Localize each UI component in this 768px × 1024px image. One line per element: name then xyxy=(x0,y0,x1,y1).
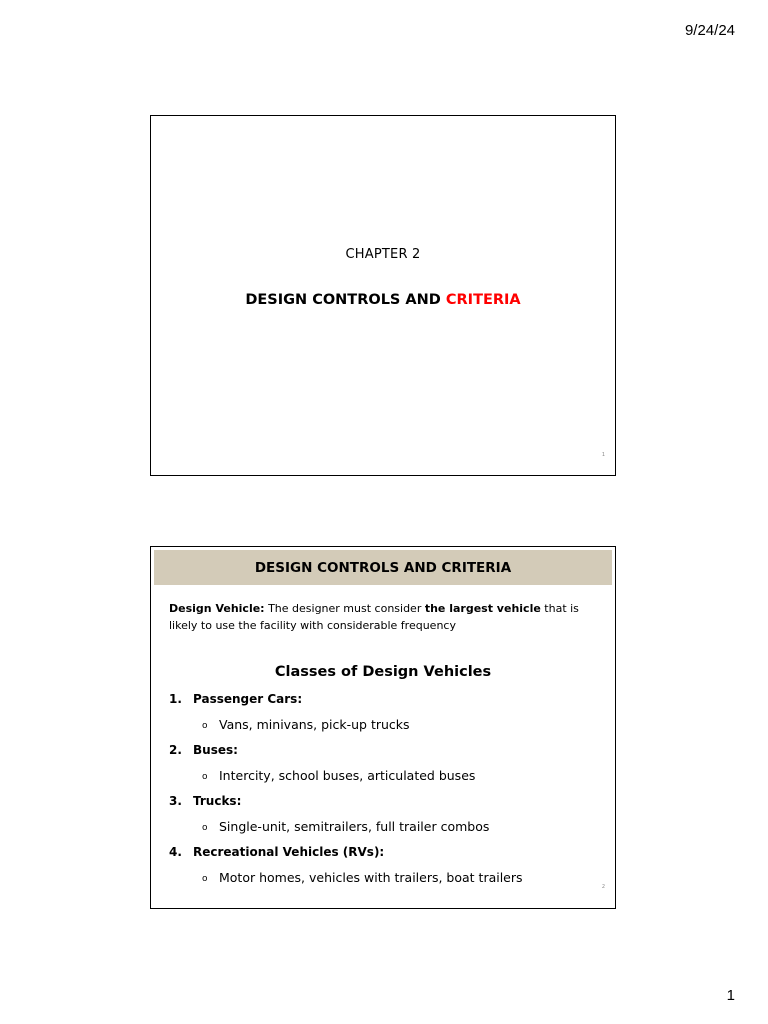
slide-title xyxy=(151,292,615,308)
bullet-icon: o xyxy=(202,772,208,782)
slide-number: 1 xyxy=(601,452,605,458)
definition-text-after: that is likely to use the facility with considerable frequency xyxy=(169,602,579,632)
vehicle-class-title xyxy=(169,794,241,808)
slide-number: 2 xyxy=(601,884,605,890)
vehicle-class-title xyxy=(169,692,302,706)
slide-1 xyxy=(150,115,616,476)
design-vehicle-definition xyxy=(169,600,597,634)
vehicle-class-item xyxy=(169,692,605,743)
vehicle-class-detail xyxy=(202,717,410,732)
bullet-icon: o xyxy=(202,823,208,833)
vehicle-class-number: 2. xyxy=(169,743,182,757)
definition-text-before: The designer must consider xyxy=(264,602,425,615)
slide-title-main: DESIGN CONTROLS AND xyxy=(245,292,446,308)
vehicle-class-detail xyxy=(202,819,489,834)
vehicle-class-number: 4. xyxy=(169,845,182,859)
bullet-icon: o xyxy=(202,874,208,884)
vehicle-class-item xyxy=(169,743,605,794)
vehicle-class-name: Recreational Vehicles (RVs): xyxy=(193,845,385,859)
vehicle-class-number: 3. xyxy=(169,794,182,808)
vehicle-class-name: Buses: xyxy=(193,743,238,757)
definition-emphasis: the largest vehicle xyxy=(424,602,541,615)
vehicle-class-item xyxy=(169,794,605,845)
slide-title-accent: CRITERIA xyxy=(445,292,521,308)
vehicle-class-detail xyxy=(202,870,523,885)
slide-2 xyxy=(150,546,616,909)
vehicle-class-title xyxy=(169,743,238,757)
vehicle-class-item xyxy=(169,845,605,896)
print-date: 9/24/24 xyxy=(684,22,735,39)
vehicle-class-examples: Single-unit, semitrailers, full trailer combos xyxy=(219,819,490,834)
vehicle-class-title xyxy=(169,845,384,859)
vehicle-class-examples: Intercity, school buses, articulated buses xyxy=(219,768,476,783)
classes-heading: Classes of Design Vehicles xyxy=(274,664,492,680)
definition-term: Design Vehicle: xyxy=(169,602,265,615)
vehicle-class-detail xyxy=(202,768,475,783)
vehicle-class-number: 1. xyxy=(169,692,182,706)
bullet-icon: o xyxy=(202,721,208,731)
slide-header-bar: DESIGN CONTROLS AND CRITERIA xyxy=(154,550,612,585)
vehicle-class-examples: Motor homes, vehicles with trailers, boat trailers xyxy=(219,870,523,885)
vehicle-class-name: Trucks: xyxy=(193,794,242,808)
vehicle-class-name: Passenger Cars: xyxy=(193,692,303,706)
vehicle-class-examples: Vans, minivans, pick-up trucks xyxy=(219,717,410,732)
page-number: 1 xyxy=(726,987,735,1004)
chapter-label: CHAPTER 2 xyxy=(345,247,421,262)
vehicle-classes-list xyxy=(169,692,605,896)
